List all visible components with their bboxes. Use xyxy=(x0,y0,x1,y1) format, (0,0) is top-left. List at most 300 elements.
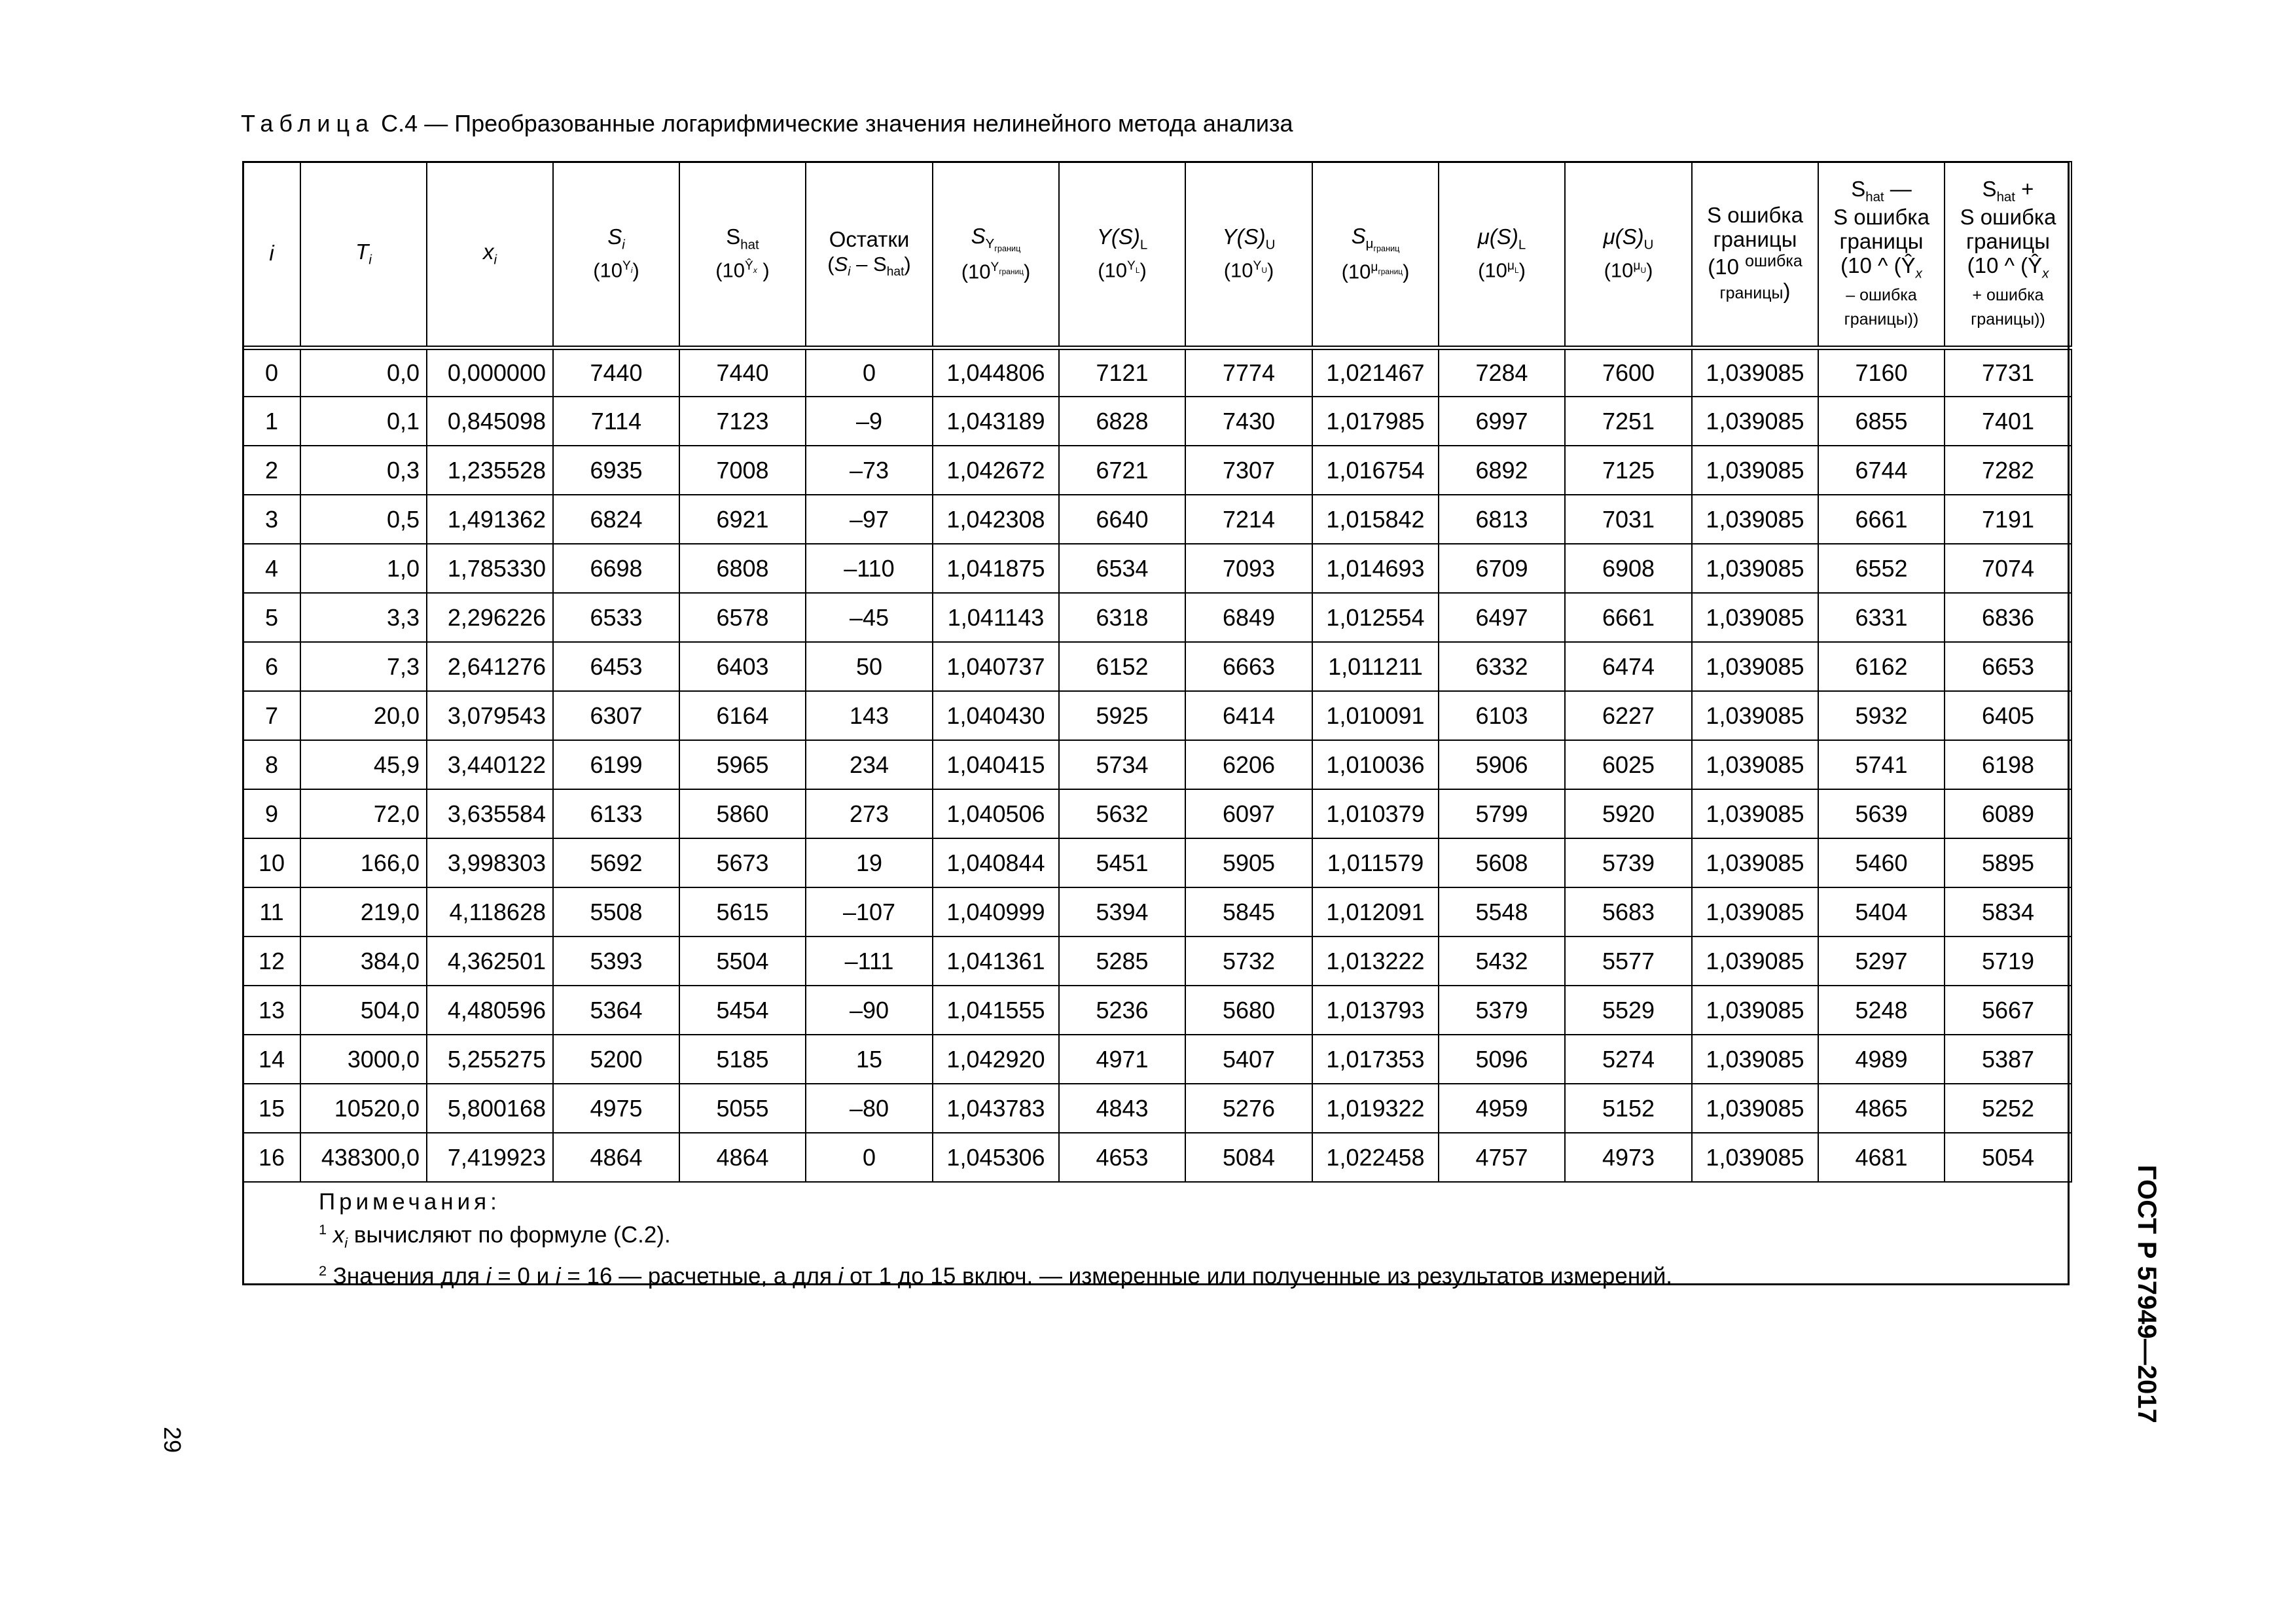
table-cell: 4,480596 xyxy=(427,986,553,1035)
table-row xyxy=(243,740,2072,789)
table-cell: 7440 xyxy=(679,348,806,397)
table-cell: 10520,0 xyxy=(300,1084,427,1133)
table-cell: 1,013793 xyxy=(1312,986,1439,1035)
table-cell: 2 xyxy=(243,446,300,495)
table-cell: 10 xyxy=(243,838,300,887)
table-cell: 1,039085 xyxy=(1692,544,1818,593)
table-cell: 7440 xyxy=(553,348,679,397)
table-cell: 4653 xyxy=(1059,1133,1185,1182)
table-cell: 7282 xyxy=(1945,446,2072,495)
header-i: i xyxy=(243,162,300,348)
table-cell: 6405 xyxy=(1945,691,2072,740)
table-cell: –111 xyxy=(806,936,933,986)
table-cell: 6332 xyxy=(1439,642,1565,691)
header-residuals: Остатки $(S_i - S_{hat})$ xyxy=(806,162,933,348)
table-cell: 15 xyxy=(243,1084,300,1133)
table-cell: 1,013222 xyxy=(1312,936,1439,986)
table-cell: 6414 xyxy=(1185,691,1312,740)
table-cell: 5965 xyxy=(679,740,806,789)
table-cell: 1,041143 xyxy=(933,593,1059,642)
table-cell: 5276 xyxy=(1185,1084,1312,1133)
table-cell: 5834 xyxy=(1945,887,2072,936)
table-cell: 1,015842 xyxy=(1312,495,1439,544)
table-cell: 6133 xyxy=(553,789,679,838)
table-cell: 5632 xyxy=(1059,789,1185,838)
table-cell: 6855 xyxy=(1818,397,1945,446)
note-1: $^1$ $x_i$ вычисляют по формуле (С.2). xyxy=(319,1221,671,1251)
table-cell: 0,0 xyxy=(300,348,427,397)
table-cell: 1,039085 xyxy=(1692,1084,1818,1133)
table-cell: 0 xyxy=(806,1133,933,1182)
table-row xyxy=(243,446,2072,495)
table-cell: 504,0 xyxy=(300,986,427,1035)
table-cell: 12 xyxy=(243,936,300,986)
table-cell: 5055 xyxy=(679,1084,806,1133)
table-notes xyxy=(319,1188,1672,1290)
table-row xyxy=(243,936,2072,986)
table-cell: 14 xyxy=(243,1035,300,1084)
table-cell: 3,3 xyxy=(300,593,427,642)
table-cell: 1,010091 xyxy=(1312,691,1439,740)
table-cell: 1,042920 xyxy=(933,1035,1059,1084)
table-cell: 5274 xyxy=(1565,1035,1692,1084)
table-cell: 7114 xyxy=(553,397,679,446)
table-cell: 5692 xyxy=(553,838,679,887)
table-cell: 5615 xyxy=(679,887,806,936)
table-cell: 1,491362 xyxy=(427,495,553,544)
table-cell: 1,012091 xyxy=(1312,887,1439,936)
table-cell: 7074 xyxy=(1945,544,2072,593)
table-cell: 5529 xyxy=(1565,986,1692,1035)
table-cell: 1,0 xyxy=(300,544,427,593)
table-caption xyxy=(241,110,1293,137)
table-cell: 5508 xyxy=(553,887,679,936)
table-cell: 6661 xyxy=(1565,593,1692,642)
table-cell: 5,255275 xyxy=(427,1035,553,1084)
table-cell: 1,019322 xyxy=(1312,1084,1439,1133)
table-cell: 6892 xyxy=(1439,446,1565,495)
caption-label: Таблица xyxy=(241,110,375,137)
table-cell: 5845 xyxy=(1185,887,1312,936)
header-t: $T_i$ xyxy=(300,162,427,348)
table-cell: 6206 xyxy=(1185,740,1312,789)
table-cell: 7214 xyxy=(1185,495,1312,544)
table-cell: 1,039085 xyxy=(1692,740,1818,789)
header-ysl: $Y(S)_L$ $(10^{Y_L})$ xyxy=(1059,162,1185,348)
table-cell: 6640 xyxy=(1059,495,1185,544)
table-cell: 8 xyxy=(243,740,300,789)
table-cell: 7008 xyxy=(679,446,806,495)
table-cell: 0 xyxy=(243,348,300,397)
header-shat-plus: $S_{hat}$ + S ошибка границы (10 ^ ($Ŷ_x$ + ошибка границы)) xyxy=(1945,162,2072,348)
table-cell: 5667 xyxy=(1945,986,2072,1035)
table-cell: 6698 xyxy=(553,544,679,593)
table-cell: 6089 xyxy=(1945,789,2072,838)
table-row xyxy=(243,397,2072,446)
header-shat: $S_{hat}$ ($10^{Ŷ_x}$ ) xyxy=(679,162,806,348)
table-cell: 1,039085 xyxy=(1692,838,1818,887)
table-cell: 1,010379 xyxy=(1312,789,1439,838)
table-row xyxy=(243,887,2072,936)
table-cell: 6828 xyxy=(1059,397,1185,446)
table-cell: 1,021467 xyxy=(1312,348,1439,397)
table-cell: 5905 xyxy=(1185,838,1312,887)
table-cell: 4864 xyxy=(553,1133,679,1182)
table-cell: 1,040430 xyxy=(933,691,1059,740)
table-cell: 6534 xyxy=(1059,544,1185,593)
table-cell: 5732 xyxy=(1185,936,1312,986)
table-cell: 6721 xyxy=(1059,446,1185,495)
table-cell: 16 xyxy=(243,1133,300,1182)
table-cell: –73 xyxy=(806,446,933,495)
header-smu-bounds: $S_{\mu_{границ}}$ $(10^{\mu_{границ}})$ xyxy=(1312,162,1439,348)
table-cell: 5925 xyxy=(1059,691,1185,740)
table-cell: 7,3 xyxy=(300,642,427,691)
table-cell: 4,118628 xyxy=(427,887,553,936)
table-cell: 1,039085 xyxy=(1692,986,1818,1035)
table-cell: 6403 xyxy=(679,642,806,691)
table-cell: 1,041361 xyxy=(933,936,1059,986)
table-cell: 6578 xyxy=(679,593,806,642)
table-cell: 7 xyxy=(243,691,300,740)
table-cell: 7121 xyxy=(1059,348,1185,397)
table-cell: 6474 xyxy=(1565,642,1692,691)
table-cell: 6199 xyxy=(553,740,679,789)
table-cell: 5454 xyxy=(679,986,806,1035)
table-cell: 4971 xyxy=(1059,1035,1185,1084)
table-cell: 1 xyxy=(243,397,300,446)
table-cell: 3,635584 xyxy=(427,789,553,838)
table-cell: 1,010036 xyxy=(1312,740,1439,789)
table-cell: 13 xyxy=(243,986,300,1035)
table-cell: 5739 xyxy=(1565,838,1692,887)
table-cell: 1,044806 xyxy=(933,348,1059,397)
standard-code: ГОСТ Р 57949—2017 xyxy=(2132,1165,2161,1423)
table-cell: 6103 xyxy=(1439,691,1565,740)
table-cell: 5152 xyxy=(1565,1084,1692,1133)
table-cell: 1,235528 xyxy=(427,446,553,495)
table-cell: 5185 xyxy=(679,1035,806,1084)
header-musl: $\mu(S)_L$ $(10^{\mu_L})$ xyxy=(1439,162,1565,348)
table-cell: 2,296226 xyxy=(427,593,553,642)
table-cell: 5084 xyxy=(1185,1133,1312,1182)
page-number: 29 xyxy=(159,1427,186,1454)
table-cell: 1,012554 xyxy=(1312,593,1439,642)
table-cell: 6164 xyxy=(679,691,806,740)
table-cell: 6709 xyxy=(1439,544,1565,593)
table-row xyxy=(243,691,2072,740)
table-cell: 438300,0 xyxy=(300,1133,427,1182)
table-cell: 1,043189 xyxy=(933,397,1059,446)
table-cell: 7191 xyxy=(1945,495,2072,544)
table-cell: 7307 xyxy=(1185,446,1312,495)
table-cell: 5639 xyxy=(1818,789,1945,838)
table-cell: 5432 xyxy=(1439,936,1565,986)
table-cell: 19 xyxy=(806,838,933,887)
table-cell: 6836 xyxy=(1945,593,2072,642)
table-row xyxy=(243,1035,2072,1084)
table-cell: 6331 xyxy=(1818,593,1945,642)
table-cell: 7430 xyxy=(1185,397,1312,446)
table-cell: 5680 xyxy=(1185,986,1312,1035)
table-cell: 5297 xyxy=(1818,936,1945,986)
table-cell: 143 xyxy=(806,691,933,740)
table-cell: 5200 xyxy=(553,1035,679,1084)
table-cell: 1,041875 xyxy=(933,544,1059,593)
table-cell: 5719 xyxy=(1945,936,2072,986)
table-cell: 3000,0 xyxy=(300,1035,427,1084)
table-cell: 6935 xyxy=(553,446,679,495)
table-cell: 1,039085 xyxy=(1692,1133,1818,1182)
table-cell: 6824 xyxy=(553,495,679,544)
table-cell: 1,022458 xyxy=(1312,1133,1439,1182)
table-cell: 1,041555 xyxy=(933,986,1059,1035)
caption-number: С.4 xyxy=(381,110,418,137)
table-cell: 5,800168 xyxy=(427,1084,553,1133)
table-cell: 7401 xyxy=(1945,397,2072,446)
table-cell: 1,040737 xyxy=(933,642,1059,691)
table-cell: 3,079543 xyxy=(427,691,553,740)
table-cell: 5054 xyxy=(1945,1133,2072,1182)
table-row xyxy=(243,642,2072,691)
table-cell: 6997 xyxy=(1439,397,1565,446)
table-cell: 5932 xyxy=(1818,691,1945,740)
header-shat-minus: $S_{hat}$ — S ошибка границы (10 ^ ($Ŷ_x$ – ошибка границы)) xyxy=(1818,162,1945,348)
table-cell: 1,039085 xyxy=(1692,348,1818,397)
table-cell: 6453 xyxy=(553,642,679,691)
table-cell: 6 xyxy=(243,642,300,691)
table-cell: 0,5 xyxy=(300,495,427,544)
table-cell: 5906 xyxy=(1439,740,1565,789)
table-cell: 5 xyxy=(243,593,300,642)
table-cell: 3,998303 xyxy=(427,838,553,887)
table-cell: 1,039085 xyxy=(1692,446,1818,495)
table-cell: 1,040415 xyxy=(933,740,1059,789)
caption-dash: — xyxy=(424,110,448,137)
table-cell: 4843 xyxy=(1059,1084,1185,1133)
table-cell: 1,039085 xyxy=(1692,495,1818,544)
header-sy-bounds: $S_{Y_{границ}}$ $(10^{Y_{границ}})$ xyxy=(933,162,1059,348)
table-cell: 5860 xyxy=(679,789,806,838)
notes-title: Примечания: xyxy=(319,1189,501,1215)
caption-text: Преобразованные логарифмические значения нелинейного метода анализа xyxy=(454,110,1293,137)
data-table xyxy=(242,161,2072,1183)
table-cell: 6152 xyxy=(1059,642,1185,691)
table-cell: 7251 xyxy=(1565,397,1692,446)
table-cell: 1,016754 xyxy=(1312,446,1439,495)
table-cell: 6744 xyxy=(1818,446,1945,495)
table-cell: 4681 xyxy=(1818,1133,1945,1182)
table-cell: 5673 xyxy=(679,838,806,887)
table-row xyxy=(243,838,2072,887)
table-cell: 1,039085 xyxy=(1692,789,1818,838)
table-cell: 6921 xyxy=(679,495,806,544)
table-cell: 6908 xyxy=(1565,544,1692,593)
table-cell: 1,040844 xyxy=(933,838,1059,887)
table-cell: 7031 xyxy=(1565,495,1692,544)
table-cell: 4865 xyxy=(1818,1084,1945,1133)
table-cell: 5734 xyxy=(1059,740,1185,789)
table-cell: 5364 xyxy=(553,986,679,1035)
table-cell: 6025 xyxy=(1565,740,1692,789)
table-cell: 5248 xyxy=(1818,986,1945,1035)
table-cell: 1,039085 xyxy=(1692,642,1818,691)
table-cell: 6808 xyxy=(679,544,806,593)
table-cell: –80 xyxy=(806,1084,933,1133)
table-cell: 4,362501 xyxy=(427,936,553,986)
header-x: $x_i$ xyxy=(427,162,553,348)
table-cell: 4973 xyxy=(1565,1133,1692,1182)
table-cell: 6653 xyxy=(1945,642,2072,691)
table-cell: 1,040999 xyxy=(933,887,1059,936)
table-body xyxy=(243,348,2072,1182)
table-cell: 5379 xyxy=(1439,986,1565,1035)
table-cell: 5895 xyxy=(1945,838,2072,887)
table-row xyxy=(243,1133,2072,1182)
table-cell: 1,042672 xyxy=(933,446,1059,495)
table-cell: 6307 xyxy=(553,691,679,740)
table-cell: 3 xyxy=(243,495,300,544)
table-cell: 7731 xyxy=(1945,348,2072,397)
table-cell: 166,0 xyxy=(300,838,427,887)
table-cell: 5504 xyxy=(679,936,806,986)
table-cell: 15 xyxy=(806,1035,933,1084)
table-cell: 1,039085 xyxy=(1692,887,1818,936)
table-cell: 4975 xyxy=(553,1084,679,1133)
table-cell: 5407 xyxy=(1185,1035,1312,1084)
table-cell: 4 xyxy=(243,544,300,593)
table-cell: 1,017985 xyxy=(1312,397,1439,446)
header-s-error: S ошибка границы (10 $^{ошибка}$ границы) xyxy=(1692,162,1818,348)
table-cell: 0,1 xyxy=(300,397,427,446)
table-cell: 2,641276 xyxy=(427,642,553,691)
table-cell: 5577 xyxy=(1565,936,1692,986)
table-cell: 5096 xyxy=(1439,1035,1565,1084)
table-cell: 1,039085 xyxy=(1692,691,1818,740)
header-ysu: $Y(S)_U$ $(10^{Y_U})$ xyxy=(1185,162,1312,348)
table-cell: 1,039085 xyxy=(1692,397,1818,446)
table-cell: 1,045306 xyxy=(933,1133,1059,1182)
table-cell: –110 xyxy=(806,544,933,593)
header-row xyxy=(243,162,2072,348)
table-cell: 384,0 xyxy=(300,936,427,986)
table-cell: 7125 xyxy=(1565,446,1692,495)
table-cell: 1,039085 xyxy=(1692,593,1818,642)
table-cell: 5741 xyxy=(1818,740,1945,789)
table-cell: 1,042308 xyxy=(933,495,1059,544)
table-cell: 5608 xyxy=(1439,838,1565,887)
header-si: $S_i$ $(10^{Y_i})$ xyxy=(553,162,679,348)
table-cell: 7,419923 xyxy=(427,1133,553,1182)
table-cell: –45 xyxy=(806,593,933,642)
table-cell: 6497 xyxy=(1439,593,1565,642)
table-cell: 6198 xyxy=(1945,740,2072,789)
table-cell: 7284 xyxy=(1439,348,1565,397)
table-cell: 4757 xyxy=(1439,1133,1565,1182)
table-cell: 1,785330 xyxy=(427,544,553,593)
table-row xyxy=(243,495,2072,544)
table-cell: 5920 xyxy=(1565,789,1692,838)
table-cell: 7774 xyxy=(1185,348,1312,397)
table-cell: 45,9 xyxy=(300,740,427,789)
table-cell: 6849 xyxy=(1185,593,1312,642)
table-cell: 1,039085 xyxy=(1692,936,1818,986)
table-cell: 4864 xyxy=(679,1133,806,1182)
table-cell: 6162 xyxy=(1818,642,1945,691)
note-2: $^2$ Значения для i = 0 и i = 16 — расчетные, а для i от 1 до 15 включ. — измеренные или полученные из результатов измерений. xyxy=(319,1262,1673,1289)
table-cell: 5236 xyxy=(1059,986,1185,1035)
table-cell: –107 xyxy=(806,887,933,936)
table-row xyxy=(243,544,2072,593)
table-cell: 5285 xyxy=(1059,936,1185,986)
table-cell: 1,043783 xyxy=(933,1084,1059,1133)
table-cell: 72,0 xyxy=(300,789,427,838)
table-cell: 9 xyxy=(243,789,300,838)
table-cell: 5451 xyxy=(1059,838,1185,887)
table-cell: –97 xyxy=(806,495,933,544)
table-cell: 4989 xyxy=(1818,1035,1945,1084)
table-cell: 7160 xyxy=(1818,348,1945,397)
table-cell: 1,011579 xyxy=(1312,838,1439,887)
table-cell: 6533 xyxy=(553,593,679,642)
table-cell: 5252 xyxy=(1945,1084,2072,1133)
table-cell: 273 xyxy=(806,789,933,838)
table-cell: –90 xyxy=(806,986,933,1035)
table-cell: 0,000000 xyxy=(427,348,553,397)
table-cell: 234 xyxy=(806,740,933,789)
table-cell: 7123 xyxy=(679,397,806,446)
table-row xyxy=(243,593,2072,642)
table-cell: 1,039085 xyxy=(1692,1035,1818,1084)
table-row xyxy=(243,1084,2072,1133)
table-cell: 6227 xyxy=(1565,691,1692,740)
table-cell: 6661 xyxy=(1818,495,1945,544)
table-cell: 5799 xyxy=(1439,789,1565,838)
table-cell: 1,014693 xyxy=(1312,544,1439,593)
table-cell: 0,3 xyxy=(300,446,427,495)
table-cell: 7600 xyxy=(1565,348,1692,397)
table-cell: 6318 xyxy=(1059,593,1185,642)
header-musu: $\mu(S)_U$ $(10^{\mu_U})$ xyxy=(1565,162,1692,348)
table-cell: 11 xyxy=(243,887,300,936)
table-cell: 3,440122 xyxy=(427,740,553,789)
table-cell: 5404 xyxy=(1818,887,1945,936)
table-row xyxy=(243,348,2072,397)
table-cell: 50 xyxy=(806,642,933,691)
table-cell: 1,011211 xyxy=(1312,642,1439,691)
table-cell: 6663 xyxy=(1185,642,1312,691)
table-row xyxy=(243,789,2072,838)
table-cell: 5548 xyxy=(1439,887,1565,936)
table-cell: 20,0 xyxy=(300,691,427,740)
table-cell: 5683 xyxy=(1565,887,1692,936)
table-cell: 5460 xyxy=(1818,838,1945,887)
table-cell: 219,0 xyxy=(300,887,427,936)
table-cell: 1,017353 xyxy=(1312,1035,1439,1084)
table-cell: 6097 xyxy=(1185,789,1312,838)
table-cell: 0,845098 xyxy=(427,397,553,446)
table-cell: 7093 xyxy=(1185,544,1312,593)
table-cell: 5393 xyxy=(553,936,679,986)
table-cell: 6552 xyxy=(1818,544,1945,593)
table-cell: 5387 xyxy=(1945,1035,2072,1084)
table-cell: 6813 xyxy=(1439,495,1565,544)
table-cell: –9 xyxy=(806,397,933,446)
table-cell: 4959 xyxy=(1439,1084,1565,1133)
table-cell: 5394 xyxy=(1059,887,1185,936)
table-cell: 1,040506 xyxy=(933,789,1059,838)
table-row xyxy=(243,986,2072,1035)
